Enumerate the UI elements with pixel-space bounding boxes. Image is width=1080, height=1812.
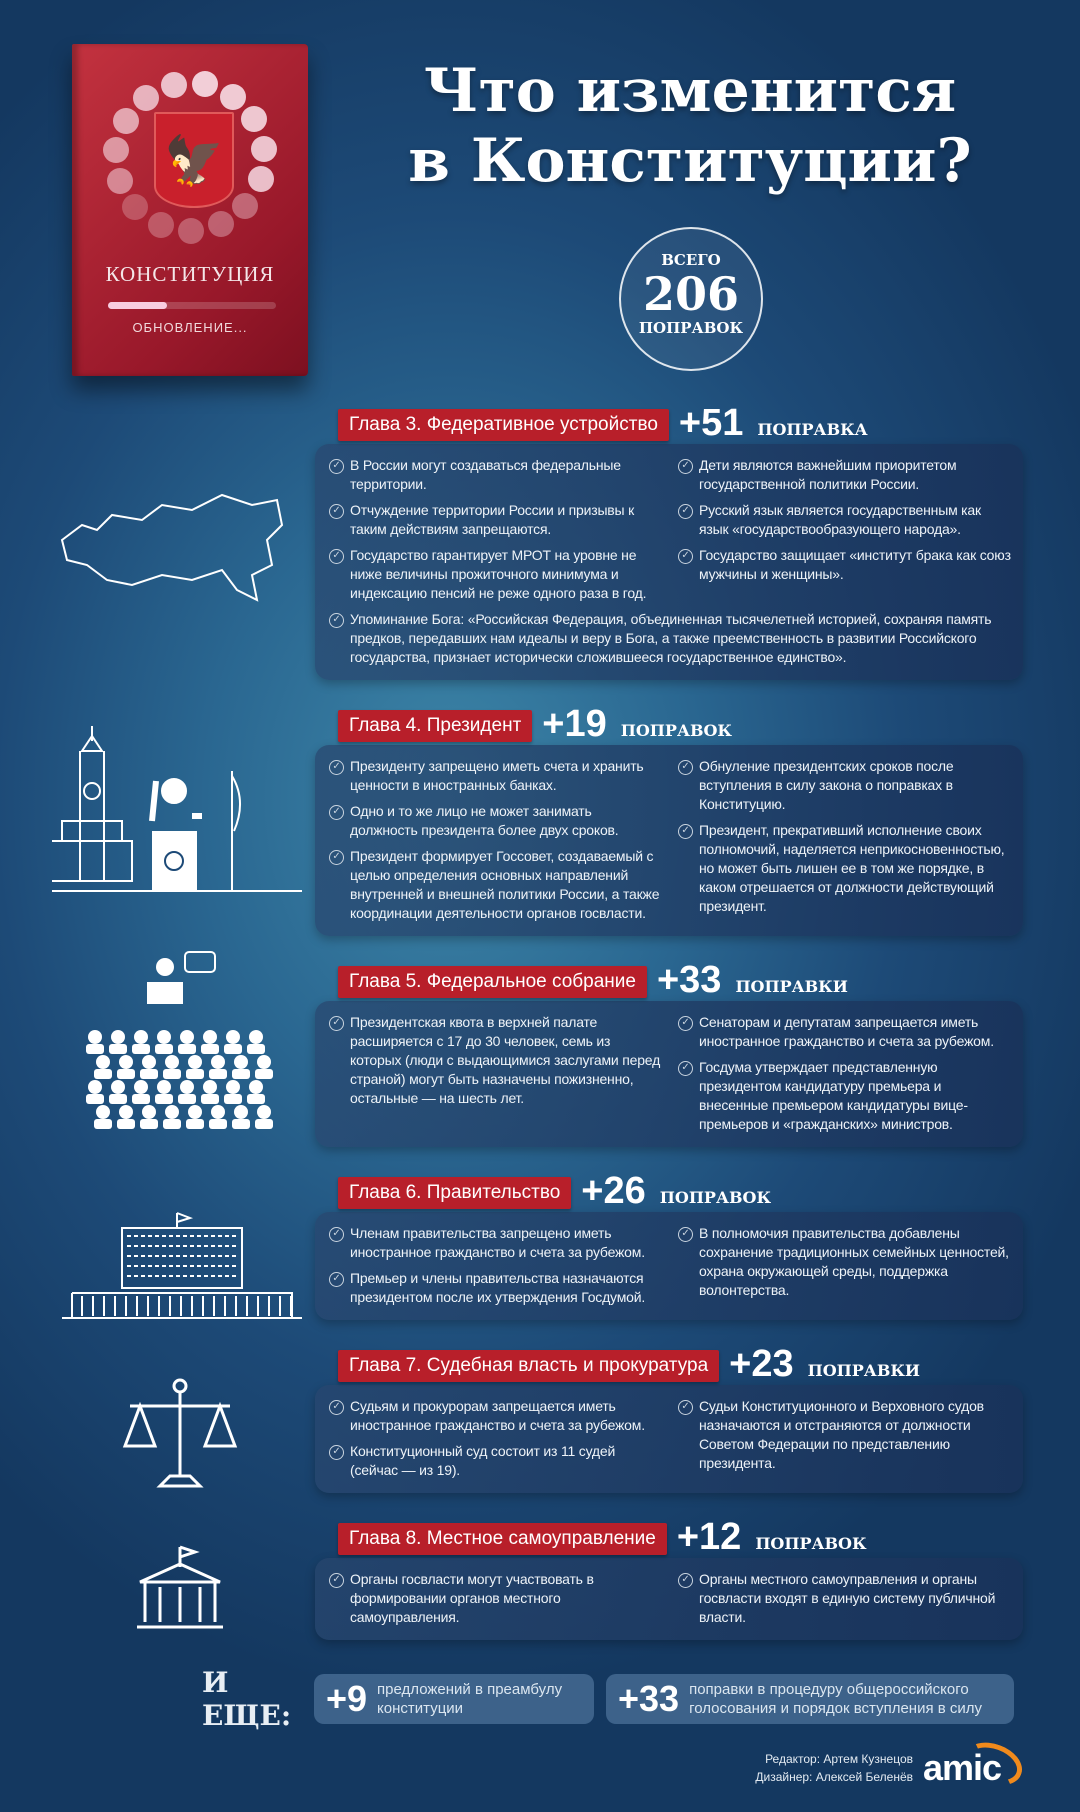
spinner-dot: [232, 193, 258, 219]
check-icon: ✓: [678, 1016, 693, 1031]
check-icon: ✓: [329, 613, 344, 628]
amendments-column-right: [678, 1397, 1011, 1487]
chapter-header: [338, 703, 1023, 745]
amendment-item: [329, 847, 662, 923]
spinner-dot: [208, 211, 234, 237]
chapter-header: [338, 402, 1023, 444]
amendment-item: [329, 757, 662, 795]
spinner-dot: [241, 106, 267, 132]
amendment-item: [329, 456, 662, 494]
editor-credit: Редактор: Артем Кузнецов: [765, 1752, 913, 1766]
amendment-item: [678, 1224, 1011, 1300]
chapter-amendments-box: [315, 1212, 1023, 1320]
total-label-top: ВСЕГО: [661, 251, 721, 269]
chapter-title: Глава 7. Судебная власть и прокуратура: [338, 1350, 719, 1382]
amendment-text: Госдума утверждает представленную президентом кандидатуру премьера и внесенные премьером кандидатуры вице-премьеров и «гражданских» министров.: [699, 1059, 968, 1132]
amendment-text: Органы госвласти могут участвовать в формировании органов местного самоуправления.: [350, 1571, 594, 1625]
check-icon: ✓: [329, 1227, 344, 1242]
constitution-book-illustration: [72, 44, 308, 376]
amendments-column-left: [329, 456, 662, 610]
government-building-icon: [62, 1208, 302, 1333]
amendments-column-right: [678, 456, 1011, 610]
check-icon: ✓: [678, 1227, 693, 1242]
spinner-dot: [178, 218, 204, 244]
coat-of-arms-icon: 🦅: [154, 112, 234, 208]
more-label: И ЕЩЕ:: [202, 1666, 292, 1732]
amendments-column-left: [329, 1570, 662, 1634]
amendment-item: [678, 546, 1011, 584]
amendment-count-word: ПОПРАВОК: [659, 1188, 771, 1207]
check-icon: ✓: [678, 824, 693, 839]
amendment-item: [329, 1442, 662, 1480]
amendment-text: Дети являются важнейшим приоритетом государственной политики России.: [699, 457, 957, 492]
spinner-dot: [161, 72, 187, 98]
amendment-count: +12: [676, 1516, 742, 1558]
amendment-text: Членам правительства запрещено иметь иностранное гражданство и счета за рубежом.: [350, 1225, 645, 1260]
kremlin-president-icon: [52, 721, 302, 906]
check-icon: ✓: [678, 549, 693, 564]
amendments-column-left: [329, 1013, 662, 1141]
check-icon: ✓: [329, 1272, 344, 1287]
chapter-header: [338, 1170, 1023, 1212]
chapter-header: [338, 1343, 1023, 1385]
check-icon: ✓: [678, 1400, 693, 1415]
chapter-amendments-box: [315, 1001, 1023, 1147]
more-text: поправки в процедуру общероссийского голосования и порядок вступления в силу: [689, 1681, 983, 1717]
amendment-item: [329, 1269, 662, 1307]
amendments-column-left: [329, 757, 662, 930]
designer-credit: Дизайнер: Алексей Беленёв: [755, 1770, 913, 1784]
more-count: +33: [618, 1678, 680, 1719]
amendment-text: Государство гарантирует МРОТ на уровне не ниже величины прожиточного минимума и индексацию пенсий не реже одного раза в год.: [350, 547, 647, 601]
amendment-item: [329, 1013, 662, 1108]
spinner-dot: [248, 166, 274, 192]
check-icon: ✓: [678, 760, 693, 775]
spinner-dot: [113, 108, 139, 134]
amendment-item: [329, 802, 662, 840]
spinner-dot: [220, 84, 246, 110]
chapter-title: Глава 3. Федеративное устройство: [338, 409, 669, 441]
title-line-1: Что изменится: [423, 56, 957, 126]
amendment-text: Одно и то же лицо не может занимать должность президента более двух сроков.: [350, 803, 619, 838]
chapter-title: Глава 8. Местное самоуправление: [338, 1523, 667, 1555]
total-count: 206: [642, 267, 740, 321]
amendment-text: В полномочия правительства добавлены сохранение традиционных семейных ценностей, охрана окружающей среды, поддержка волонтерства.: [699, 1225, 1009, 1298]
check-icon: ✓: [329, 1573, 344, 1588]
amendment-item: [329, 610, 1011, 667]
credits-row: [315, 1746, 1023, 1790]
amendment-item: [678, 1570, 1011, 1627]
more-row: [202, 1666, 1023, 1732]
check-icon: ✓: [329, 760, 344, 775]
amendment-item: [678, 1397, 1011, 1473]
more-item: [606, 1674, 1014, 1724]
check-icon: ✓: [329, 805, 344, 820]
scales-icon: [120, 1376, 240, 1501]
amendment-text: Русский язык является государственным как язык «государствообразующего народа».: [699, 502, 981, 537]
amendment-item: [678, 821, 1011, 916]
chapter-title: Глава 4. Президент: [338, 710, 532, 742]
chapter-section: [315, 402, 1023, 680]
chapter-title: Глава 6. Правительство: [338, 1177, 571, 1209]
page-title: [360, 56, 1020, 196]
amendment-count: +51: [678, 402, 744, 444]
check-icon: ✓: [329, 549, 344, 564]
more-text: предложений в преамбулу конституции: [377, 1681, 563, 1717]
amendment-text: Государство защищает «институт брака как союз мужчины и женщины».: [699, 547, 1011, 582]
amendment-text: Президентская квота в верхней палате расширяется с 17 до 30 человек, семь из которых (люди с выдающимися заслугами перед страной) могут быть назначены пожизненно, остальные — на шесть лет.: [350, 1014, 661, 1106]
check-icon: ✓: [329, 1016, 344, 1031]
amendment-text: В России могут создаваться федеральные территории.: [350, 457, 621, 492]
chapter-section: [315, 959, 1023, 1147]
amendment-count: +33: [656, 959, 722, 1001]
amendments-column-right: [678, 1570, 1011, 1634]
amendment-item: [329, 1224, 662, 1262]
check-icon: ✓: [329, 850, 344, 865]
chapter-amendments-box: [315, 745, 1023, 936]
chapter-header: [338, 959, 1023, 1001]
book-title: КОНСТИТУЦИЯ: [105, 262, 275, 286]
amendment-text: Президент, прекративший исполнение своих полномочий, наделяется неприкосновенностью, но может быть лишен ее в том же порядке, в каком отрешается от должности действующий президент.: [699, 822, 1005, 914]
amendment-text: Обнуление президентских сроков после вступления в силу закона о поправках в Конституцию.: [699, 758, 954, 812]
amendment-count-word: ПОПРАВКА: [757, 420, 868, 439]
check-icon: ✓: [678, 459, 693, 474]
check-icon: ✓: [329, 1445, 344, 1460]
amendment-count: +23: [729, 1343, 794, 1385]
title-line-2: в Конституции?: [408, 126, 972, 196]
spinner-dot: [107, 168, 133, 194]
chapter-amendments-box: [315, 444, 1023, 680]
check-icon: ✓: [678, 1061, 693, 1076]
assembly-icon: [85, 947, 285, 1142]
amendment-count-word: ПОПРАВОК: [755, 1534, 867, 1553]
chapter-title: Глава 5. Федеральное собрание: [338, 966, 647, 998]
amendment-text: Судьям и прокурорам запрещается иметь иностранное гражданство и счета за рубежом.: [350, 1398, 645, 1433]
book-status: ОБНОВЛЕНИЕ...: [132, 320, 248, 335]
amendment-text: Премьер и члены правительства назначаются президентом после их утверждения Госдумой.: [350, 1270, 646, 1305]
amendment-text: Президент формирует Госсовет, создаваемый с целью определения основных направлений внутренней и внешней политики России, а также координации деятельности органов госвласти.: [350, 848, 660, 921]
amendment-count-word: ПОПРАВКИ: [735, 977, 848, 996]
spinner-dot: [133, 85, 159, 111]
update-progress-bar: [108, 302, 276, 309]
chapter-section: [315, 703, 1023, 936]
credits: [755, 1750, 913, 1786]
amendment-count: +26: [581, 1170, 646, 1212]
chapter-section: [315, 1343, 1023, 1493]
amendments-column-left: [329, 1224, 662, 1314]
total-amendments-badge: [619, 227, 763, 371]
amendment-item: [329, 546, 662, 603]
chapter-section: [315, 1516, 1023, 1640]
spinner-dot: [148, 212, 174, 238]
russia-map-icon: [52, 480, 292, 615]
chapter-header: [338, 1516, 1023, 1558]
amendment-text: Сенаторам и депутатам запрещается иметь иностранное гражданство и счета за рубежом.: [699, 1014, 994, 1049]
spinner-dot: [103, 137, 129, 163]
amendment-item: [329, 1570, 662, 1627]
check-icon: ✓: [329, 459, 344, 474]
amendment-item: [678, 1058, 1011, 1134]
spinner-dot: [122, 194, 148, 220]
amendments-column-right: [678, 1224, 1011, 1314]
amendment-text: Упоминание Бога: «Российская Федерация, объединенная тысячелетней историей, сохраняя память предков, передавших нам идеалы и веру в Бога, а также преемственность в развитии Российского государства, признает исторически сложившееся государственное единство».: [350, 611, 992, 665]
amendment-item: [678, 1013, 1011, 1051]
check-icon: ✓: [329, 1400, 344, 1415]
amendment-count-word: ПОПРАВКИ: [807, 1361, 921, 1380]
spinner-dot: [251, 136, 277, 162]
amendment-item: [329, 1397, 662, 1435]
amendment-text: Судьи Конституционного и Верховного судов назначаются и отстраняются от должности Советом Федерации по представлению президента.: [699, 1398, 984, 1471]
chapter-amendments-box: [315, 1385, 1023, 1493]
amic-logo-block: [923, 1746, 1023, 1790]
amendment-text: Отчуждение территории России и призывы к таким действиям запрещаются.: [350, 502, 635, 537]
amendments-column-left: [329, 1397, 662, 1487]
update-progress-fill: [108, 302, 167, 309]
chapters-list: [315, 402, 1023, 1640]
more-count: +9: [326, 1678, 368, 1719]
amendments-column-full: [329, 610, 1011, 674]
content-flow: [202, 402, 1023, 1810]
amendments-column-right: [678, 1013, 1011, 1141]
amendment-item: [329, 501, 662, 539]
local-building-icon: [135, 1542, 225, 1637]
amendment-item: [678, 456, 1011, 494]
amendment-count: +19: [542, 703, 607, 745]
amendment-item: [678, 501, 1011, 539]
amendment-text: Президенту запрещено иметь счета и хранить ценности в иностранных банках.: [350, 758, 644, 793]
amendment-count-word: ПОПРАВОК: [620, 721, 732, 740]
amendment-text: Органы местного самоуправления и органы госвласти входят в единую систему публичной власти.: [699, 1571, 996, 1625]
more-item: [314, 1674, 594, 1724]
total-label-bottom: ПОПРАВОК: [638, 319, 744, 337]
amendment-item: [678, 757, 1011, 814]
spinner-dot: [192, 71, 218, 97]
amendment-text: Конституционный суд состоит из 11 судей (сейчас — из 19).: [350, 1443, 616, 1478]
amic-logo: amic: [923, 1747, 1002, 1788]
check-icon: ✓: [678, 1573, 693, 1588]
chapter-section: [315, 1170, 1023, 1320]
chapter-amendments-box: [315, 1558, 1023, 1640]
check-icon: ✓: [329, 504, 344, 519]
amendments-column-right: [678, 757, 1011, 930]
check-icon: ✓: [678, 504, 693, 519]
